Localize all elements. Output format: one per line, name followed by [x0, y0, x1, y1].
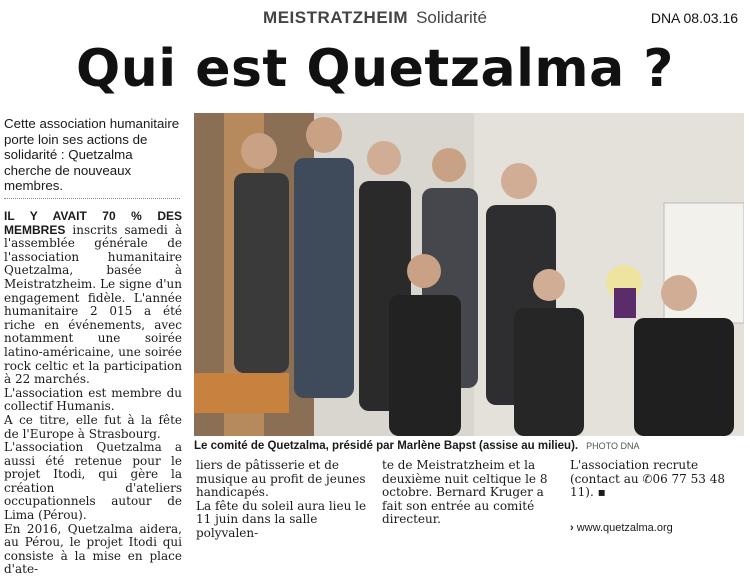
- separator: [4, 198, 180, 199]
- headline: Qui est Quetzalma ?: [76, 39, 674, 99]
- group-photo-illustration: [194, 113, 744, 436]
- caption-text: Le comité de Quetzalma, présidé par Marlène Bapst (assise au milieu).: [194, 440, 579, 452]
- body-column-4: [570, 459, 746, 500]
- body-paragraph: te de Meistratzheim et la deuxième nuit celtique le 8 octobre. Bernard Kruger a fait son entrée au comité directeur.: [382, 458, 548, 527]
- body-paragraph: En 2016, Quetzalma aidera, au Pérou, le projet Itodi qui consiste à la mise en place d'ate-: [4, 521, 182, 577]
- location-label: MEISTRATZHEIM: [263, 8, 409, 27]
- photo-credit: PHOTO DNA: [586, 441, 640, 451]
- photo-caption: [194, 439, 744, 453]
- lead-in: IL Y AVAIT 70 % DES MEMBRES: [4, 209, 182, 237]
- section-label: Solidarité: [416, 8, 487, 27]
- body-paragraph: inscrits samedi à l'assemblée générale de l'association humanitaire Quetzalma, basée à Meistratzheim. Le signe d'un engagement fidèle. L'année humanitaire 2 015 a été riche en événements, avec notamment une soirée latino-américaine, une soirée rock celtic et la participation à 22 marchés.: [4, 222, 182, 387]
- chevron-right-icon: ›: [570, 522, 574, 534]
- body-paragraph: La fête du soleil aura lieu le 11 juin dans la salle polyvalen-: [196, 498, 367, 540]
- body-paragraph: L'association Quetzalma a aussi été retenue pour le projet Itodi, qui gère la création d'ateliers occupationnels autour de Lima (Pérou).: [4, 440, 182, 523]
- website-url[interactable]: www.quetzalma.org: [576, 522, 673, 534]
- body-column-3: [382, 459, 558, 527]
- chapo-intro: Cette association humanitaire porte loin ses actions de solidarité : Quetzalma cherche de nouveaux membres.: [4, 116, 180, 193]
- body-column-1: [4, 210, 182, 577]
- body-paragraph: A ce titre, elle fut à la fête de l'Europe à Strasbourg.: [4, 412, 182, 441]
- website-link[interactable]: [570, 522, 673, 534]
- source-date: DNA 08.03.16: [650, 10, 738, 26]
- recruitment-note: L'association recrute (contact au ✆06 77 53 48 11). ▪: [570, 458, 725, 500]
- group-photo: [194, 113, 744, 436]
- article-kicker: [0, 8, 750, 28]
- body-paragraph: L'association est membre du collectif Humanis.: [4, 385, 182, 414]
- body-column-2: [196, 459, 368, 541]
- body-paragraph: liers de pâtisserie et de musique au profit de jeunes handicapés.: [196, 458, 366, 500]
